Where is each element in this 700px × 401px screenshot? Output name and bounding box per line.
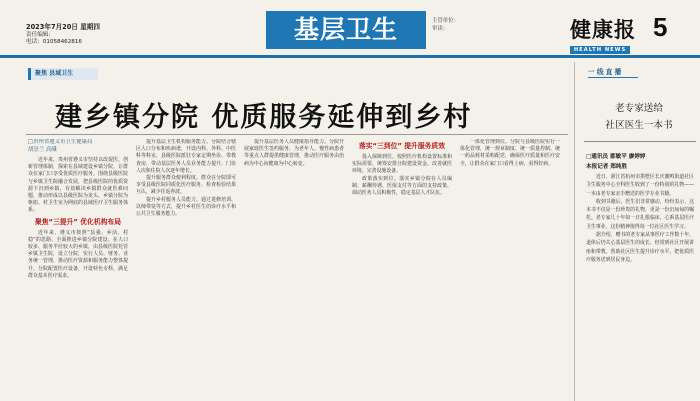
article-paragraph: 提升基层医务人员健康指导能力。分院开展家庭医生签约服务，为老年人、慢性病患者等重点人群提供健康管理，推动医疗服务由治病为中心向健康为中心转变。: [244, 139, 344, 167]
sidebar-article: [586, 152, 694, 401]
article-byline: [28, 139, 128, 154]
editor-meta: [432, 18, 542, 33]
page-number: 5: [653, 12, 668, 42]
reviewer-line: 审读：: [432, 25, 449, 32]
sidebar-headline: [584, 100, 694, 134]
issue-meta: [26, 24, 176, 47]
article-paragraph: 政策落实到位。落实乡镇分院在人员编制、薪酬待遇、医保支付等方面的支持政策，调动医务人员积极性，稳定基层人才队伍。: [352, 175, 452, 197]
article-paragraph: 提升乡村服务人员能力。通过进修培训、以师带徒等方式，提升乡村医生的诊疗水平和公共卫生服务能力。: [136, 196, 236, 218]
brand-name: 健康报: [570, 17, 636, 42]
article-column-2: [136, 139, 236, 401]
headline-divider: [26, 134, 568, 135]
brand-english: HEALTH NEWS: [570, 46, 630, 54]
article-column-1: [28, 139, 128, 401]
brand-logo: [570, 14, 650, 54]
page-header: [0, 0, 700, 58]
editor-line: 责任编辑：: [26, 31, 54, 38]
section-title: 基层卫生: [266, 11, 426, 49]
sidebar-divider: [584, 141, 696, 142]
article-column-4: [352, 139, 452, 401]
article-paragraph: 一体化管理到位。分院与县级医院实行一体化管理，统一规章制度、统一质量控制、统一药品耗材采购配送，确保医疗质量和医疗安全，让群众在家门口看得上病、看得好病。: [460, 139, 560, 167]
article-paragraph: 近年来，贵州省遵义市坚持以改促医，创新管理体制，探索在县域建设乡镇分院，让群众在家门口享受优质医疗服务。围绕县级医院与乡镇卫生院融合发展，把县级医院的优质资源下沉到乡镇，有效解决乡镇群众就医难问题，推动形成以县级医院为龙头、乡镇分院为枢纽、村卫生室为网底的县域医疗卫生服务体系。: [28, 157, 128, 214]
sidebar-headline-line1: 老专家送给: [615, 103, 663, 114]
byline-authors: 胡崇兰 高峨: [28, 146, 57, 153]
supervisor-line: 主管单位：: [432, 18, 459, 24]
issue-date: 2023年7月20日 星期四: [26, 23, 100, 31]
section-tag: 聚焦 县域卫生: [28, 68, 98, 80]
article-paragraph: 提升基层卫生机构服务能力。分院结合辖区人口分布和疾病谱，开设内科、外科、中医科等科室，县级医院派驻专家定期坐诊、带教查房，带动基层医务人员业务能力提升，门诊人次和住院人次逐年增长。: [136, 139, 236, 174]
sidebar-tag: 一 线 直 播: [588, 66, 638, 78]
byline-source: □贵州省遵义市卫生健康局: [28, 139, 93, 145]
sidebar-paragraph: 近日，浙江省杭州市拱墅区长庆潮鸣街道社区卫生服务中心全科医生收到了一份特别的礼物——一本由老专家亲手赠送的医学专业书籍。: [586, 174, 694, 197]
article-headline: 建乡镇分院 优质服务延伸到乡村: [55, 102, 473, 133]
article-subheading: 落实“三到位” 提升服务质效: [358, 142, 446, 150]
sidebar-headline-line2: 社区医生一本书: [605, 120, 673, 131]
article-column-5: [460, 139, 560, 401]
sidebar-paragraph: 据介绍，赠书的老专家从事医疗工作数十年，退休后仍关心基层医生的成长，经常到社区开展讲座和带教，帮助社区医生提升诊疗水平，把优质医疗服务送到居民身边。: [586, 232, 694, 263]
sidebar-paragraph: 收到书籍后，医生们非常感动，纷纷表示，这本书不仅是一份珍贵的礼物，更是一份沉甸甸的嘱托。老专家几十年如一日扎根临床，心系基层医疗卫生事业，这份精神值得每一位社区医生学习。: [586, 198, 694, 230]
article-paragraph: 提升服务群众便利程度。群众在分院即可享受县级医院同质化医疗服务，检查检验结果互认，减少往返奔波。: [136, 175, 236, 196]
article-paragraph: 投入保障到位。按照医疗机构设置标准和实际需要，统筹安排分院建设资金，改善就医环境，完善设施设备。: [352, 154, 452, 175]
article-column-3: [244, 139, 344, 401]
article-subheading: 聚焦“三提升” 优化机构布局: [34, 217, 122, 226]
sidebar-authors-1: □通讯员 郡敏平 廖婷婷: [586, 154, 646, 160]
article-paragraph: 近年来，遵义市按照“县强、乡活、村稳”的思路，全面推进乡镇分院建设。在人口较多、服务半径较大的乡镇，由县级医院托管乡镇卫生院，设立分院，实行人员、财务、业务统一管理，推动医疗资源和服务能力整体提升。分院配置医疗设备，开设特色专科，满足群众基本医疗需求。: [28, 229, 128, 279]
column-divider: [574, 62, 575, 401]
sidebar-authors-2: 本报记者 郑纯胜: [586, 163, 628, 170]
phone-line: 电话：01058462816: [26, 39, 82, 45]
